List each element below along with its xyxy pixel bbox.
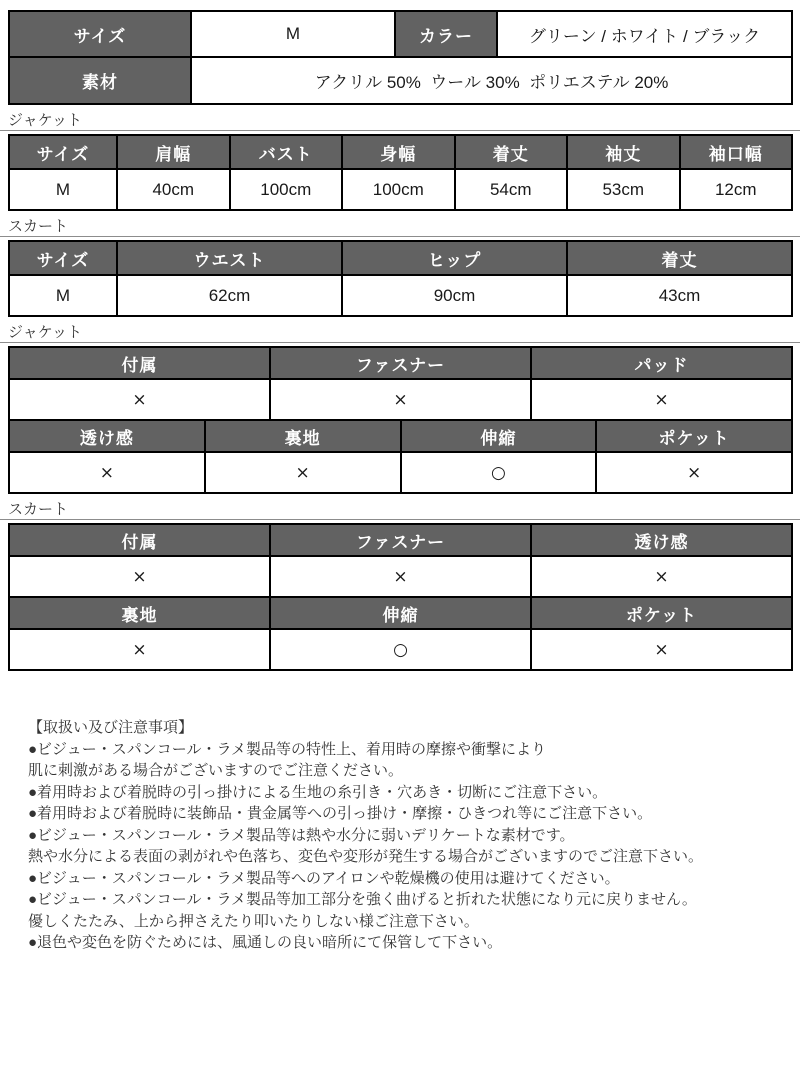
skirt-features-header-row-2 (9, 597, 792, 629)
spec-row-size-color (9, 11, 792, 57)
column-header: 透け感 (9, 420, 205, 452)
skirt-size-header-row (9, 241, 792, 275)
care-notes-title: 【取扱い及び注意事項】 (28, 719, 194, 736)
cell-value: 54cm (455, 169, 568, 210)
jacket-size-table (8, 134, 793, 211)
jacket-size-value-row (9, 169, 792, 210)
feature-mark: × (270, 379, 531, 420)
feature-mark: ○ (270, 629, 531, 670)
care-note-line: 熱や水分による表面の剥がれや色落ち、変色や変形が発生する場合がございますのでご注意下さい。 (28, 848, 704, 865)
feature-mark: × (205, 452, 401, 493)
skirt-features-header-row-1 (9, 524, 792, 556)
cell-value: M (9, 275, 117, 316)
column-header: 肩幅 (117, 135, 230, 169)
cell-value: 43cm (567, 275, 792, 316)
feature-mark: × (9, 379, 270, 420)
column-header: 伸縮 (270, 597, 531, 629)
care-note-line: ●ビジュー・スパンコール・ラメ製品等の特性上、着用時の摩擦や衝撃により (28, 740, 547, 758)
feature-mark: × (9, 629, 270, 670)
care-note-line: ●着用時および着脱時に装飾品・貴金属等への引っ掛け・摩擦・ひきつれ等にご注意下さい。 (28, 805, 653, 822)
column-header: 着丈 (455, 135, 568, 169)
cell-value: 90cm (342, 275, 567, 316)
care-note-line: ●退色や変色を防ぐためには、風通しの良い暗所にて保管して下さい。 (28, 934, 503, 951)
skirt-features-value-row-2 (9, 629, 792, 670)
care-notes (8, 717, 793, 954)
jacket-features-value-row-2 (9, 452, 792, 493)
column-header: パッド (531, 347, 792, 379)
care-note-line: 肌に刺激がある場合がございますのでご注意ください。 (28, 762, 404, 779)
care-note-line: 優しくたたみ、上から押さえたり叩いたりしない様ご注意下さい。 (28, 912, 479, 930)
cell-value: 53cm (567, 169, 680, 210)
skirt-features-table-row1 (8, 523, 793, 598)
column-header: ファスナー (270, 524, 531, 556)
cell-value: 40cm (117, 169, 230, 210)
skirt-features-value-row-1 (9, 556, 792, 597)
column-header: ウエスト (117, 241, 342, 275)
feature-mark: × (531, 629, 792, 670)
section-heading-skirt-features: スカート (0, 500, 800, 520)
feature-mark: × (531, 379, 792, 420)
cell-value: 62cm (117, 275, 342, 316)
column-header: ポケット (531, 597, 792, 629)
jacket-features-table-row2 (8, 419, 793, 494)
jacket-size-header-row (9, 135, 792, 169)
care-note-line: ●ビジュー・スパンコール・ラメ製品等へのアイロンや乾燥機の使用は避けてください。 (28, 869, 620, 887)
column-header: 付属 (9, 524, 270, 556)
section-heading-jacket-features: ジャケット (0, 323, 800, 343)
feature-mark: × (531, 556, 792, 597)
column-header: 透け感 (531, 524, 792, 556)
feature-mark: × (596, 452, 792, 493)
column-header: 着丈 (567, 241, 792, 275)
jacket-features-header-row-1 (9, 347, 792, 379)
color-value: グリーン / ホワイト / ブラック (497, 11, 792, 57)
section-heading-jacket-size: ジャケット (0, 111, 800, 131)
feature-mark: × (9, 452, 205, 493)
feature-mark: × (270, 556, 531, 597)
size-label: サイズ (9, 11, 191, 57)
skirt-features-table-row2 (8, 596, 793, 671)
column-header: 裏地 (9, 597, 270, 629)
column-header: サイズ (9, 241, 117, 275)
care-note-line: ●着用時および着脱時の引っ掛けによる生地の糸引き・穴あき・切断にご注意下さい。 (28, 783, 608, 801)
column-header: 身幅 (342, 135, 455, 169)
cell-value: 12cm (680, 169, 793, 210)
feature-mark: ○ (401, 452, 597, 493)
care-note-line: ●ビジュー・スパンコール・ラメ製品等加工部分を強く曲げると折れた状態になり元に戻りません。 (28, 891, 697, 908)
cell-value: M (9, 169, 117, 210)
section-heading-skirt-size: スカート (0, 217, 800, 237)
material-value: アクリル 50% ウール 30% ポリエステル 20% (191, 57, 792, 104)
skirt-size-table (8, 240, 793, 317)
cell-value: 100cm (342, 169, 455, 210)
column-header: 裏地 (205, 420, 401, 452)
spec-row-material (9, 57, 792, 104)
cell-value: 100cm (230, 169, 343, 210)
color-label: カラー (395, 11, 497, 57)
jacket-features-header-row-2 (9, 420, 792, 452)
column-header: バスト (230, 135, 343, 169)
column-header: 袖丈 (567, 135, 680, 169)
care-note-line: ●ビジュー・スパンコール・ラメ製品等は熱や水分に弱いデリケートな素材です。 (28, 826, 575, 844)
jacket-features-value-row-1 (9, 379, 792, 420)
column-header: ポケット (596, 420, 792, 452)
column-header: 伸縮 (401, 420, 597, 452)
column-header: 袖口幅 (680, 135, 793, 169)
column-header: 付属 (9, 347, 270, 379)
size-value: M (191, 11, 395, 57)
jacket-features-table-row1 (8, 346, 793, 421)
feature-mark: × (9, 556, 270, 597)
column-header: サイズ (9, 135, 117, 169)
material-label: 素材 (9, 57, 191, 104)
spec-table (8, 10, 793, 105)
column-header: ファスナー (270, 347, 531, 379)
skirt-size-value-row (9, 275, 792, 316)
column-header: ヒップ (342, 241, 567, 275)
